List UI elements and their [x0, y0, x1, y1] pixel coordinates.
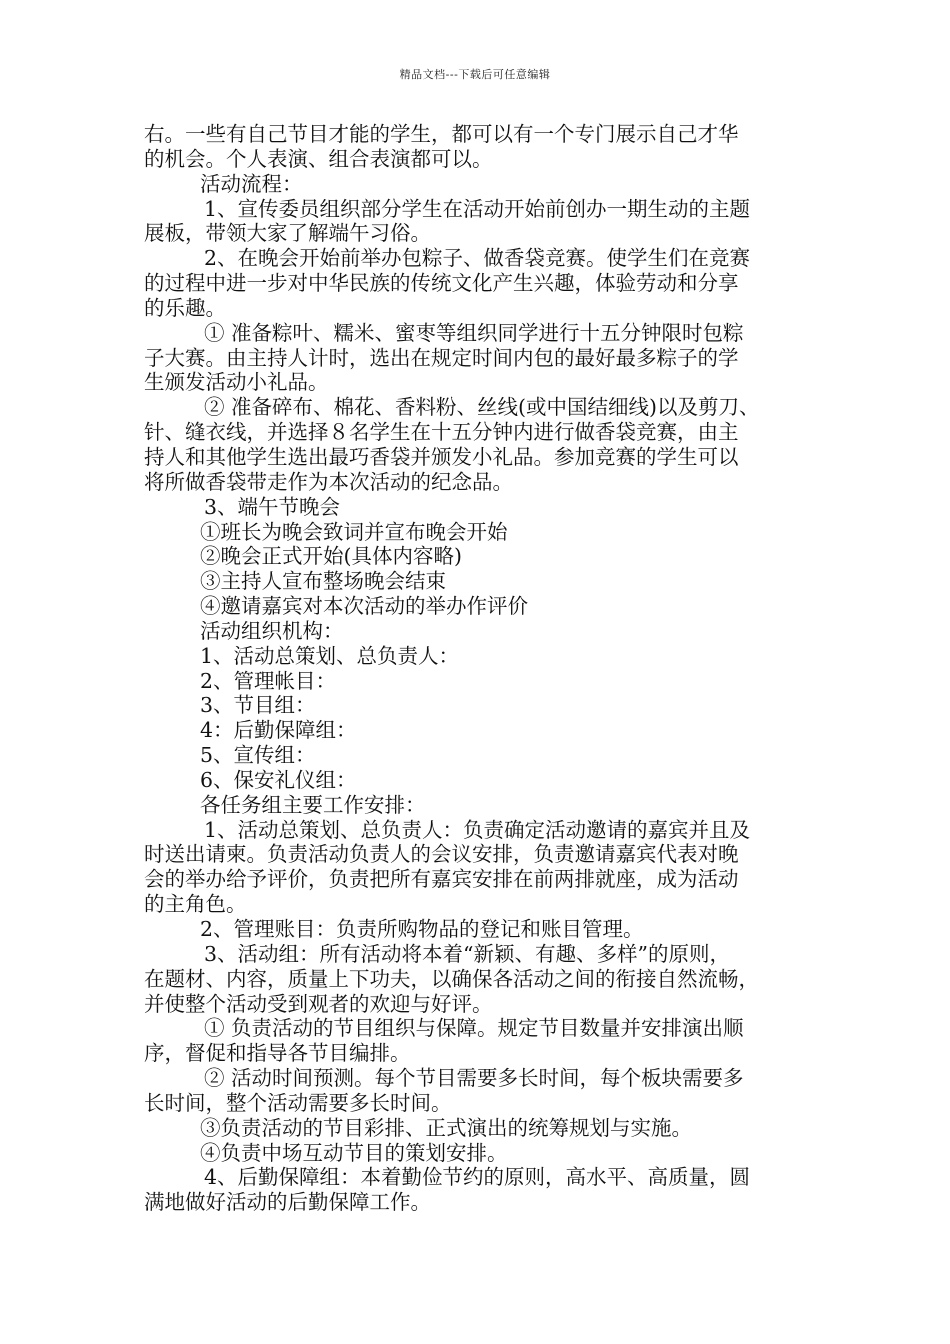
paragraph-line: 活动组织机构： — [200, 618, 344, 643]
page-header: 精品文档---下载后可任意编辑 — [399, 68, 551, 81]
paragraph-line: 4：后勤保障组： — [200, 718, 357, 743]
document-body — [144, 122, 814, 1215]
paragraph-line: 将所做香袋带走作为本次活动的纪念品。 — [144, 469, 513, 494]
paragraph-line: ④邀请嘉宾对本次活动的举办作评价 — [200, 594, 528, 619]
paragraph-line: ① 负责活动的节目组织与保障。规定节目数量并安排演出顺 — [204, 1016, 744, 1041]
paragraph-line: 满地做好活动的后勤保障工作。 — [144, 1190, 431, 1215]
paragraph-line: 2、管理账目：负责所购物品的登记和账目管理。 — [200, 917, 644, 941]
paragraph-line: ③负责活动的节目彩排、正式演出的统筹规划与实施。 — [200, 1115, 692, 1140]
paragraph-line: 长时间，整个活动需要多长时间。 — [144, 1090, 452, 1115]
paragraph-line: 1、宣传委员组织部分学生在活动开始前创办一期生动的主题 — [204, 196, 751, 221]
paragraph-line: 3、活动组：所有活动将本着“新颖、有趣、多样”的原则， — [204, 941, 731, 966]
paragraph-line: ④负责中场互动节目的策划安排。 — [200, 1140, 508, 1165]
paragraph-line: ②晚会正式开始(具体内容略) — [200, 544, 462, 569]
paragraph-line: 针、缝衣线，并选择８名学生在十五分钟内进行做香袋竞赛，由主 — [144, 420, 739, 445]
paragraph-line: 在题材、内容，质量上下功夫，以确保各活动之间的衔接自然流畅， — [144, 966, 759, 991]
paragraph-line: 6、保安礼仪组： — [200, 767, 357, 792]
paragraph-line: 时送出请柬。负责活动负责人的会议安排，负责邀请嘉宾代表对晚 — [144, 842, 739, 867]
paragraph-line: 的主角色。 — [144, 892, 247, 917]
paragraph-line: ② 活动时间预测。每个节目需要多长时间，每个板块需要多 — [204, 1066, 744, 1091]
paragraph-line: 生颁发活动小礼品。 — [144, 370, 329, 395]
paragraph-line: 子大赛。由主持人计时，选出在规定时间内包的最好最多粽子的学 — [144, 345, 739, 370]
paragraph-line: 3、节目组： — [200, 693, 316, 718]
paragraph-line: 1、活动总策划、总负责人： — [200, 643, 460, 668]
paragraph-line: 的乐趣。 — [144, 295, 226, 320]
paragraph-line: 的机会。个人表演、组合表演都可以。 — [144, 146, 493, 171]
paragraph-line: 序，督促和指导各节目编排。 — [144, 1041, 411, 1066]
paragraph-line: ② 准备碎布、棉花、香料粉、丝线(或中国结细线)以及剪刀、 — [204, 395, 760, 420]
paragraph-line: 5、宣传组： — [200, 743, 316, 768]
paragraph-line: 的过程中进一步对中华民族的传统文化产生兴趣，体验劳动和分享 — [144, 271, 739, 296]
paragraph-line: 1、活动总策划、总负责人：负责确定活动邀请的嘉宾并且及 — [204, 817, 751, 842]
paragraph-line: 展板，带领大家了解端午习俗。 — [144, 221, 431, 246]
paragraph-line: 各任务组主要工作安排： — [200, 792, 426, 817]
paragraph-line: ①班长为晚会致词并宣布晚会开始 — [200, 519, 508, 544]
paragraph-line: 持人和其他学生选出最巧香袋并颁发小礼品。参加竞赛的学生可以 — [144, 444, 739, 469]
paragraph-line: 活动流程： — [200, 171, 303, 196]
paragraph-line: 3、端午节晚会 — [204, 494, 341, 519]
paragraph-line: ③主持人宣布整场晚会结束 — [200, 569, 446, 594]
paragraph-line: 4、后勤保障组：本着勤俭节约的原则，高水平、高质量，圆 — [204, 1165, 751, 1190]
paragraph-line: 会的举办给予评价，负责把所有嘉宾安排在前两排就座，成为活动 — [144, 867, 739, 892]
paragraph-line: 2、在晚会开始前举办包粽子、做香袋竞赛。使学生们在竞赛 — [204, 246, 751, 271]
paragraph-line: 2、管理帐目： — [200, 668, 337, 693]
paragraph-line: 并使整个活动受到观者的欢迎与好评。 — [144, 991, 493, 1016]
paragraph-line: 右。一些有自己节目才能的学生，都可以有一个专门展示自己才华 — [144, 122, 739, 146]
paragraph-line: ① 准备粽叶、糯米、蜜枣等组织同学进行十五分钟限时包粽 — [204, 320, 744, 345]
